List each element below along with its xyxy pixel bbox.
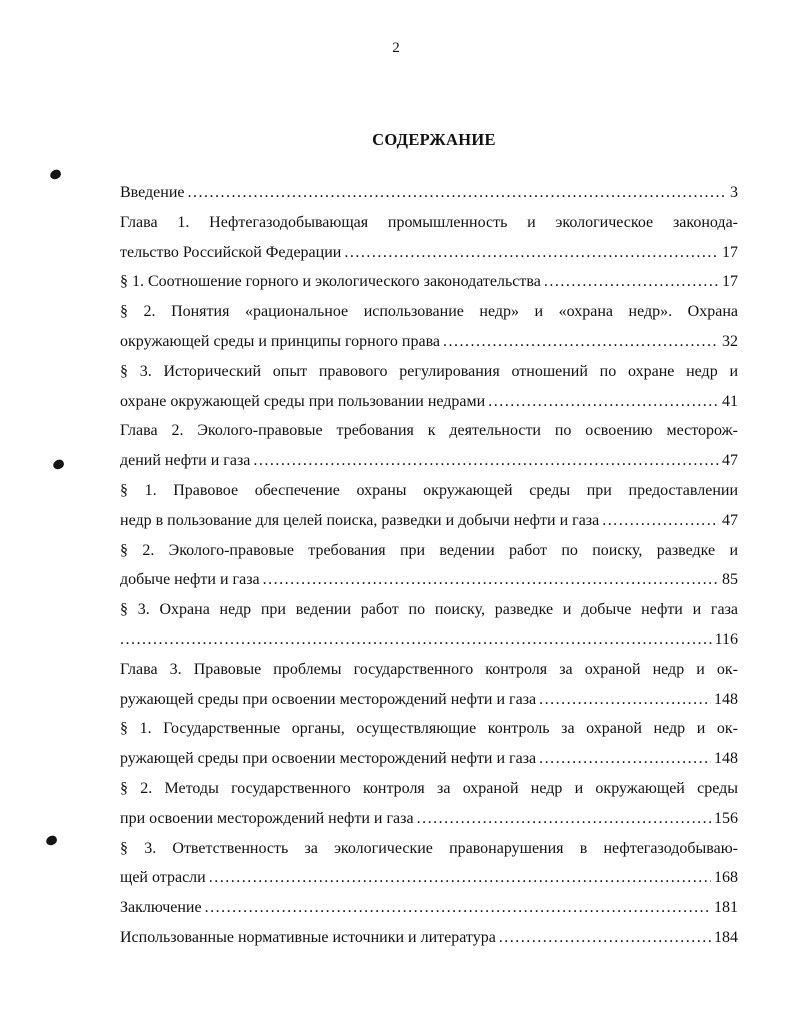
toc-page-number: 47: [722, 511, 738, 529]
leader-dots: [263, 565, 719, 595]
leader-dots: [602, 506, 719, 536]
toc-entry: § 2. Эколого-правовые требования при ведении работ по поиску, разведке и: [120, 541, 738, 559]
toc-entry: § 2. Методы государственного контроля за охраной недр и окружающей среды: [120, 779, 738, 797]
page-title: СОДЕРЖАНИЕ: [372, 130, 496, 149]
leader-dots: [539, 744, 711, 774]
toc-page-number: 184: [714, 928, 738, 946]
toc-page-number: 17: [722, 273, 738, 291]
leader-dots: [544, 267, 719, 297]
toc-entry: § 1. Правовое обеспечение охраны окружающей среды при предоставлении: [120, 481, 738, 499]
leader-dots: [253, 446, 719, 476]
toc-entry: § 1. Государственные органы, осуществляющие контроль за охраной недр и ок-: [120, 720, 738, 738]
toc-page-number: 148: [714, 750, 738, 768]
toc-entry: ружающей среды при освоении месторождений нефти и газа ..... 148: [120, 685, 738, 715]
toc-entry: ружающей среды при освоении месторождений нефти и газа ..... 148: [120, 744, 738, 774]
toc-entry: § 3. Охрана недр при ведении работ по поиску, разведке и добыче нефти и газа: [120, 601, 738, 619]
toc-entry: недр в пользование для целей поиска, разведки и добычи нефти и газа ..... 47: [120, 506, 738, 536]
toc-entry: § 2. Понятия «рациональное использование недр» и «охрана недр». Охрана: [120, 303, 738, 321]
toc-entry: § 1. Соотношение горного и экологического законодательства ..... 17: [120, 267, 738, 297]
leader-dots: [539, 685, 711, 715]
toc-entry: § 3. Ответственность за экологические правонарушения в нефтегазодобываю-: [120, 839, 738, 857]
toc-page-number: 3: [730, 184, 738, 201]
ink-blot-mark: [52, 458, 65, 470]
leader-dots: [488, 387, 719, 417]
toc-entry: Использованные нормативные источники и литература ..... 184: [120, 923, 738, 953]
toc-page-number: 168: [714, 869, 738, 887]
leader-dots: [499, 923, 711, 953]
toc-entry: Глава 3. Правовые проблемы государственного контроля за охраной недр и ок-: [120, 660, 738, 678]
toc-page-number: 116: [714, 630, 738, 648]
toc-entry: охране окружающей среды при пользовании недрами ..... 41: [120, 387, 738, 417]
leader-dots: [209, 863, 711, 893]
table-of-contents: [120, 178, 738, 953]
toc-page-number: 41: [722, 392, 738, 410]
toc-entry: [120, 625, 738, 655]
toc-entry: окружающей среды и принципы горного права ..... 32: [120, 327, 738, 357]
leader-dots: [344, 238, 719, 268]
toc-entry: Глава 2. Эколого-правовые требования к деятельности по освоению месторож-: [120, 422, 738, 440]
ink-blot-mark: [45, 834, 58, 846]
toc-page-number: 181: [714, 899, 738, 917]
toc-entry: тельство Российской Федерации ..... 17: [120, 238, 738, 268]
toc-entry: Глава 1. Нефтегазодобывающая промышленность и экологическое законода-: [120, 213, 738, 231]
leader-dots: [205, 893, 711, 923]
toc-entry: щей отрасли ..... 168: [120, 863, 738, 893]
toc-page-number: 156: [714, 809, 738, 827]
toc-page-number: 32: [722, 332, 738, 350]
toc-page-number: 17: [722, 243, 738, 261]
toc-entry: Введение ..... 3: [120, 178, 738, 208]
leader-dots: [120, 625, 712, 655]
toc-entry: § 3. Исторический опыт правового регулирования отношений по охране недр и: [120, 362, 738, 380]
ink-blot-mark: [49, 168, 62, 180]
toc-entry: добыче нефти и газа ..... 85: [120, 565, 738, 595]
toc-page-number: 85: [722, 571, 738, 589]
toc-entry: дений нефти и газа ..... 47: [120, 446, 738, 476]
leader-dots: [443, 327, 719, 357]
toc-page-number: 47: [722, 452, 738, 470]
leader-dots: [188, 178, 728, 208]
page-number: 2: [392, 40, 400, 56]
toc-page-number: 148: [714, 690, 738, 708]
leader-dots: [417, 804, 711, 834]
toc-entry: Заключение ..... 181: [120, 893, 738, 923]
toc-entry: при освоении месторождений нефти и газа ..... 156: [120, 804, 738, 834]
